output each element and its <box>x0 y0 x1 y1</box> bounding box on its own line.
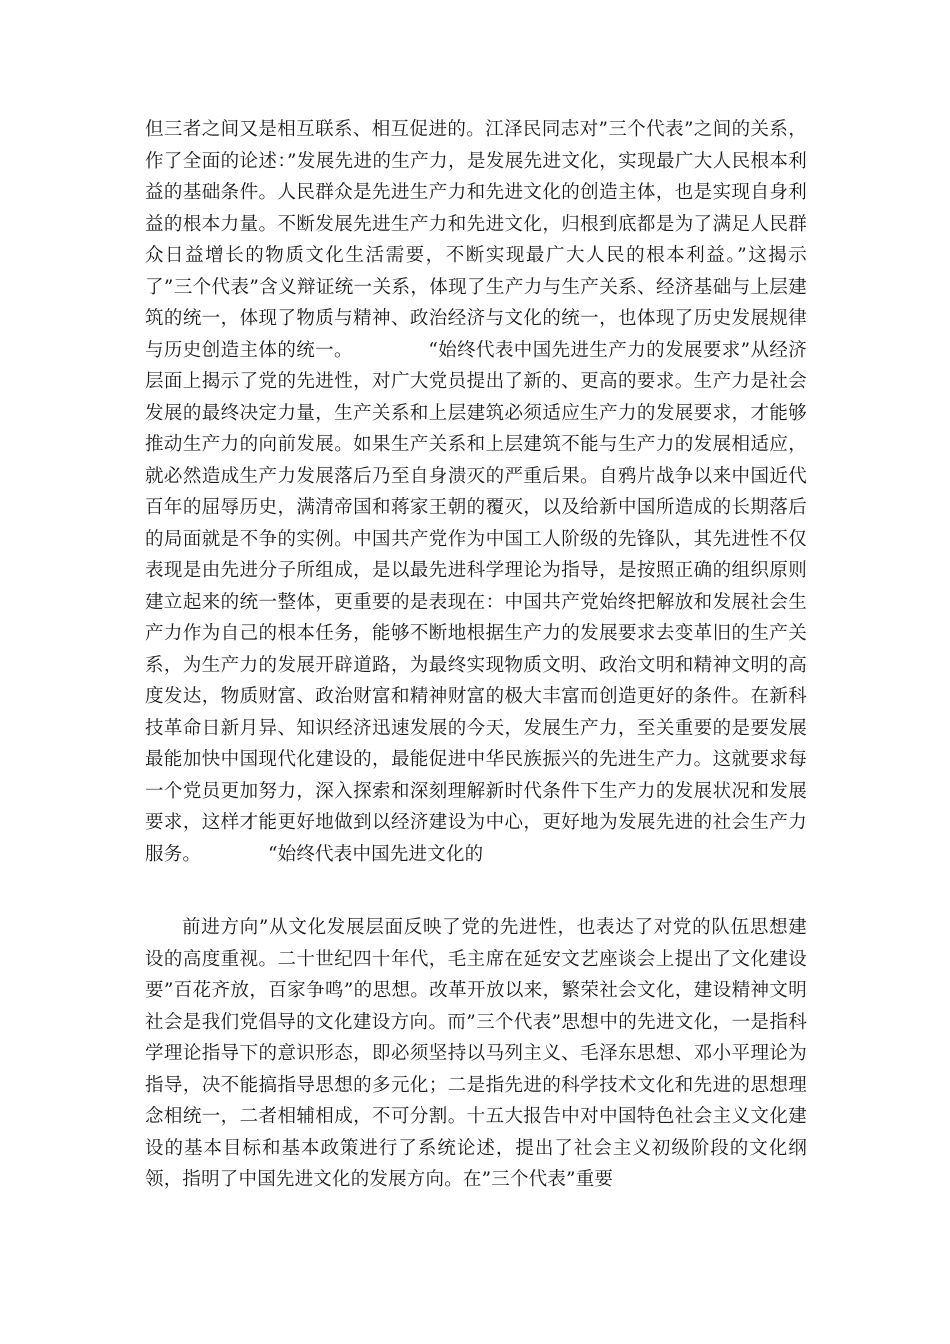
body-paragraph-2: 前进方向”从文化发展层面反映了党的先进性，也表达了对党的队伍思想建设的高度重视。二十世纪四十年代，毛主席在延安文艺座谈会上提出了文化建设要”百花齐放，百家争鸣”的思想。改革开放以来，繁荣社会文化，建设精神文明社会是我们党倡导的文化建设方向。而”三个代表”思想中的先进文化，一是指科学理论指导下的意识形态，即必须坚持以马列主义、毛泽东思想、邓小平理论为指导，决不能搞指导思想的多元化；二是指先进的科学技术文化和先进的思想理念相统一，二者相辅相成，不可分割。十五大报告中对中国特色社会主义文化建设的基本目标和基本政策进行了系统论述，提出了社会主义初级阶段的文化纲领，指明了中国先进文化的发展方向。在”三个代表”重要 <box>145 917 807 1190</box>
body-paragraph-1: 但三者之间又是相互联系、相互促进的。江泽民同志对”三个代表”之间的关系，作了全面的论述：”发展先进的生产力，是发展先进文化，实现最广大人民根本利益的基础条件。人民群众是先进生产力和先进文化的创造主体，也是实现自身利益的根本力量。不断发展先进生产力和先进文化，归根到底都是为了满足人民群众日益增长的物质文化生活需要，不断实现最广大人民的根本利益。”这揭示了”三个代表”含义辩证统一关系，体现了生产力与生产关系、经济基础与上层建筑的统一，体现了物质与精神、政治经济与文化的统一，也体现了历史发展规律与历史创造主体的统一。 “始终代表中国先进生产力的发展要求”从经济层面上揭示了党的先进性，对广大党员提出了新的、更高的要求。生产力是社会发展的最终决定力量，生产关系和上层建筑必须适应生产力的发展要求，才能够推动生产力的向前发展。如果生产关系和上层建筑不能与生产力的发展相适应，就必然造成生产力发展落后乃至自身溃灭的严重后果。自鸦片战争以来中国近代百年的屈辱历史，满清帝国和蒋家王朝的覆灭，以及给新中国所造成的长期落后的局面就是不争的实例。中国共产党作为中国工人阶级的先锋队，其先进性不仅表现是由先进分子所组成，是以最先进科学理论为指导，是按照正确的组织原则建立起来的统一整体，更重要的是表现在：中国共产党始终把解放和发展社会生产力作为自己的根本任务，能够不断地根据生产力的发展要求去变革旧的生产关系，为生产力的发展开辟道路，为最终实现物质文明、政治文明和精神文明的高度发达，物质财富、政治财富和精神财富的极大丰富而创造更好的条件。在新科技革命日新月异、知识经济迅速发展的今天，发展生产力，至关重要的是要发展最能加快中国现代化建设的，最能促进中华民族振兴的先进生产力。这就要求每一个党员更加努力，深入探索和深刻理解新时代条件下生产力的发展状况和发展要求，这样才能更好地做到以经济建设为中心，更好地为发展先进的社会生产力服务。 “始终代表中国先进文化的 <box>145 119 807 865</box>
